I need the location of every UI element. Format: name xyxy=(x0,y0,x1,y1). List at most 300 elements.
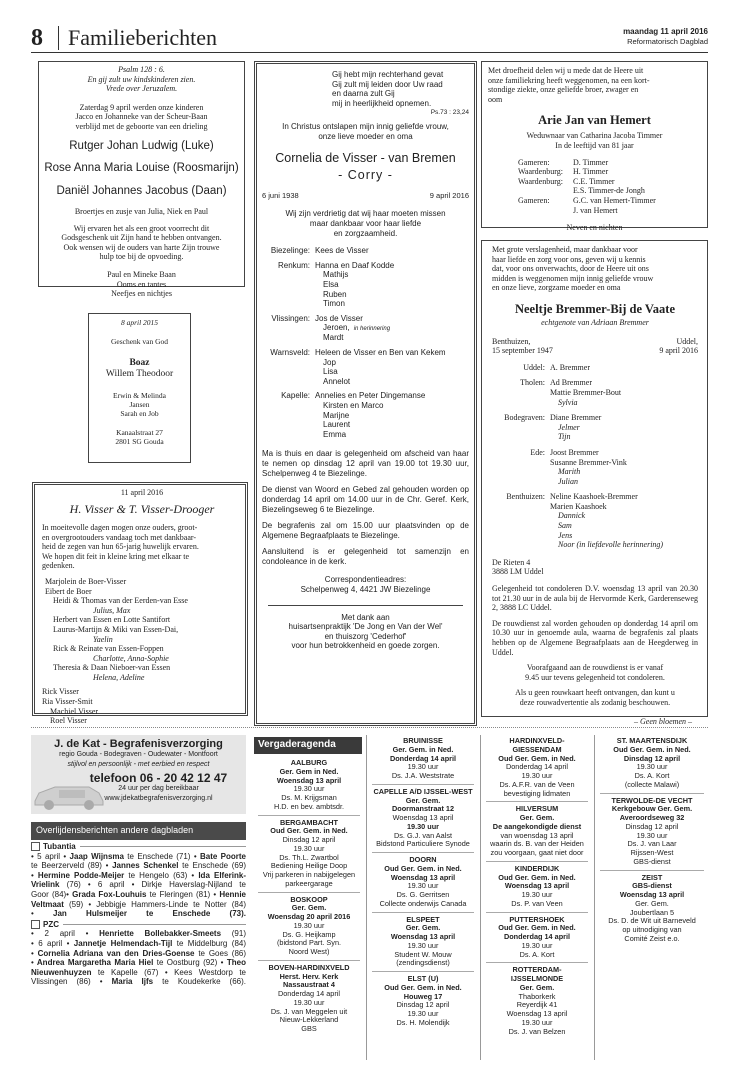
family-member: Mathijs xyxy=(323,270,349,280)
memorial-note: in herinnering xyxy=(353,326,391,333)
family-place xyxy=(518,186,573,196)
deceased-age: In de leeftijd van 81 jaar xyxy=(555,140,634,150)
family-place: Waardenburg: xyxy=(518,176,563,186)
family-member: Hanna en Daaf Kodde xyxy=(315,260,395,270)
agenda-line: Oud Ger. Gem. in Ned. xyxy=(270,826,348,836)
obituary-text: Goor (84)• xyxy=(31,889,69,899)
agenda-entry xyxy=(596,874,708,944)
person-name: Bate Poorte xyxy=(196,851,246,861)
other-papers-list xyxy=(31,842,246,987)
birth-place: Benthuizen, xyxy=(492,336,531,346)
family-member xyxy=(518,177,701,187)
family-place: Gameren: xyxy=(518,157,550,167)
family-member: Eibert de Boer xyxy=(45,586,92,596)
obituary-text: te Enschede (69) xyxy=(178,861,246,871)
agenda-line: Kerkgebouw Ger. Gem. xyxy=(611,804,693,814)
family-name: H. Timmer xyxy=(573,167,609,177)
family-member: Diane Bremmer xyxy=(550,413,602,423)
parents: Erwin & Melinda xyxy=(113,390,166,400)
person-name: Henriette Bollebakker-Smeets xyxy=(88,929,222,939)
agenda-line: Doormanstraat 12 xyxy=(391,804,455,814)
agenda-line: Woensdag 20 april 2016 xyxy=(267,912,351,921)
intro-line: haar liefde en zorg voor ons, geven wij u kennis xyxy=(492,254,646,264)
death-place: Uddel, xyxy=(676,336,698,346)
agenda-line: Ger. Gem. in Ned. xyxy=(392,744,454,754)
thanks-line: voor hun betrokkenheid en goede zorgen. xyxy=(291,641,440,651)
agenda-line: Herst. Herv. Kerk xyxy=(279,971,339,981)
intro-line: dat, voor ons onverwachts, door de Heere uit ons xyxy=(492,264,649,274)
agenda-line: Donderdag 14 april xyxy=(277,989,341,998)
agenda-line: Woensdag 13 april xyxy=(276,775,342,785)
family-place: Waardenburg: xyxy=(518,167,563,177)
family-member: Julius, Max xyxy=(93,605,131,615)
agenda-line: Ds. J. van Meggelen uit xyxy=(270,1006,348,1016)
obituary-text: • xyxy=(31,909,34,919)
baby-full-name: Willem Theodoor xyxy=(105,369,174,380)
anniversary-content xyxy=(42,488,242,726)
family-place xyxy=(518,206,573,216)
agenda-line: Oud Ger. Gem. in Ned. xyxy=(384,863,462,873)
grandchild: Jens xyxy=(558,530,573,540)
agenda-line: Bidstond Particuliere Synode xyxy=(376,839,470,849)
thanks-line: maar dankbaar voor haar liefde xyxy=(309,218,422,228)
agenda-place: TERWOLDE-DE VECHT xyxy=(611,795,693,805)
thanks-line: en zorgzaamheid. xyxy=(333,228,398,238)
pzc-label: PZC xyxy=(43,919,59,929)
family-member: Annelies en Peter Dingemanse xyxy=(315,391,426,401)
agenda-column xyxy=(254,759,364,1034)
agenda-line: Ds. Th.L. Zwartbol xyxy=(279,852,339,862)
undertaker-phone: telefoon 06 - 20 42 12 47 xyxy=(89,770,228,785)
obituary-text: te Notter (84) xyxy=(188,899,246,909)
agenda-separator xyxy=(486,962,588,963)
family-group xyxy=(262,261,469,309)
deceased-nickname: - Corry - xyxy=(338,168,393,183)
birth-triplets-content xyxy=(40,65,243,299)
agenda-place: HILVERSUM xyxy=(515,804,559,814)
service-info: De dienst van Woord en Gebed zal gehouden worden op donderdag 14 april om 14.00 uur in de Chr. Geref. Kerk, Biezelingseweg 6 te Biezelinge. xyxy=(262,485,469,515)
grandchild: Jelmer xyxy=(558,422,580,432)
other-papers-header: Overlijdensberichten andere dagbladen xyxy=(31,822,246,840)
agenda-line: Noord West) xyxy=(288,947,330,956)
family-place: Biezelinge: xyxy=(270,246,310,256)
anniversary-date: 11 april 2016 xyxy=(120,488,164,497)
family-list xyxy=(488,158,701,216)
family-place: Benthuizen: xyxy=(506,492,545,502)
family-member: Herbert van Essen en Lotte Santifort xyxy=(53,615,171,625)
agenda-line: IJSSELMONDE xyxy=(510,974,564,983)
agenda-line: Woensdag 13 april xyxy=(390,932,456,941)
agenda-line: Rijssen-West xyxy=(630,848,674,857)
agenda-column xyxy=(482,737,592,1036)
family-names xyxy=(550,378,621,407)
agenda-place: CAPELLE A/D IJSSEL-WEST xyxy=(373,786,473,796)
agenda-place: BOSKOOP xyxy=(290,894,328,904)
tubantia-entries xyxy=(31,852,246,919)
agenda-line: 19.30 uur xyxy=(521,1017,553,1027)
family-list xyxy=(492,363,698,550)
agenda-line: De aangekondigde dienst xyxy=(492,821,582,831)
family-member: A. Bremmer xyxy=(550,362,590,372)
agenda-line: waarin ds. B. van der Heiden xyxy=(490,839,584,849)
family-member: Mardt xyxy=(323,333,344,343)
person-name: Maria Ijfs xyxy=(102,977,154,987)
person-name: Veltmaat xyxy=(31,899,64,909)
announcement-line: Jacco en Johanneke van der Scheur-Baan xyxy=(75,112,208,122)
family-member: Rick & Reinate van Essen-Foppen xyxy=(53,644,164,654)
intro-line: en onze lieve, zorgzame moeder en oma xyxy=(492,283,621,293)
agenda-line: Woensdag 13 april xyxy=(392,813,454,822)
agenda-line: van woensdag 13 april xyxy=(500,830,574,840)
family-group xyxy=(262,246,469,256)
family-names xyxy=(550,363,590,373)
agenda-column xyxy=(596,737,708,944)
header-newspaper: Reformatorisch Dagblad xyxy=(627,37,708,46)
header-divider xyxy=(58,26,59,50)
obituary-text: te Enschede (71) • xyxy=(123,851,197,861)
anniversary-title: H. Visser & T. Visser-Drooger xyxy=(69,501,215,516)
condolence-info: Gelegenheid tot condoleren D.V. woensdag 13 april van 20.30 tot 21.30 uur in de aula bij de Hervormde Kerk, Garderenseweg 2, 3888 LC Uddel. xyxy=(492,584,698,613)
family-name: D. Timmer xyxy=(573,157,609,167)
baby-nickname: (Daan) xyxy=(191,185,227,198)
agenda-line: 19.30 uur xyxy=(293,843,325,853)
agenda-line: Ds. G.J. van Aalst xyxy=(394,830,452,840)
agenda-line: Donderdag 14 april xyxy=(503,932,571,941)
death-date: 9 april 2016 xyxy=(659,346,698,356)
family-names xyxy=(315,246,369,256)
family-names xyxy=(315,391,425,439)
agenda-line: 19.30 uur xyxy=(521,771,553,780)
agenda-line: Nassaustraat 4 xyxy=(283,980,335,990)
agenda-separator xyxy=(486,912,588,913)
person-name: Ida Elferink- xyxy=(194,870,246,880)
obituary-line xyxy=(31,968,246,978)
agenda-place: BRUINISSE xyxy=(403,736,443,745)
agenda-separator xyxy=(372,971,474,972)
intro-line: onze familiekring heeft weggenomen, na een kort- xyxy=(488,75,650,85)
agenda-line: Woensdag 13 april xyxy=(619,890,685,899)
agenda-line: Ger. Gem. xyxy=(635,898,669,908)
family-member: Charlotte, Anna-Sophie xyxy=(93,653,169,663)
signature: Neefjes en nichtjes xyxy=(111,289,172,299)
agenda-separator xyxy=(258,960,360,961)
obituary-text: • xyxy=(31,870,34,880)
obituary-text: te Goes (86) xyxy=(194,948,246,958)
psalm-ref: Ps.73 : 23,24 xyxy=(430,109,469,117)
body-line: In moeitevolle dagen mogen onze ouders, groot- xyxy=(42,522,198,532)
deceased-name: Arie Jan van Hemert xyxy=(538,113,651,128)
family-member: Yaelin xyxy=(93,634,113,644)
agenda-entry xyxy=(368,856,478,909)
family-place: Uddel: xyxy=(523,362,545,372)
grandchild: Noor (in liefdevolle herinnering) xyxy=(558,540,664,550)
deceased-sub: echtgenote van Adriaan Bremmer xyxy=(541,317,649,327)
obituary-line xyxy=(31,909,246,919)
obituary-line xyxy=(31,929,246,939)
family-member xyxy=(518,167,701,177)
thanks-line: Met dank aan xyxy=(341,612,390,622)
no-flowers: – Geen bloemen – xyxy=(634,716,692,726)
person-name: Jaap Wijnsma xyxy=(66,851,124,861)
baby-name: Boaz xyxy=(129,358,150,368)
deceased-name: Neeltje Bremmer-Bij de Vaate xyxy=(514,301,675,316)
family-member: Heidi & Thomas van der Eerden-van Esse xyxy=(53,596,188,606)
grandchild: Dannick xyxy=(558,511,586,521)
agenda-line: zou voorgaan, gaat niet door xyxy=(490,848,584,857)
obituary-text: Dirkje Haverslag-Nijland xyxy=(134,880,233,890)
agenda-place: HARDINXVELD- xyxy=(509,736,565,745)
family-place: Renkum: xyxy=(277,260,310,270)
vergaderagenda-header: Vergaderagenda xyxy=(254,737,362,754)
family-member: Laurent xyxy=(323,420,351,430)
family-names xyxy=(550,492,663,550)
family-member: Heleen de Visser en Ben van Kekem xyxy=(315,348,446,358)
condolence-info: Aansluitend is er gelegenheid tot samenzijn en condoleance in de kerk. xyxy=(262,547,469,567)
family-member: Roel Visser xyxy=(50,716,87,726)
agenda-separator xyxy=(258,815,360,816)
obituary-text: • 6 april • xyxy=(31,938,70,948)
agenda-place: DOORN xyxy=(409,855,437,864)
closing: Neven en nichten xyxy=(566,223,623,233)
agenda-separator xyxy=(372,852,474,853)
condolence-extra: Voorafgaand aan de rouwdienst is er vanaf xyxy=(526,663,664,673)
obituary-neeltje-content xyxy=(492,245,698,726)
family-list xyxy=(262,246,469,439)
body-line: hulp toe bij de opvoeding. xyxy=(99,252,184,262)
family-place: Tholen: xyxy=(520,378,545,388)
agenda-line: Oud Ger. Gem. in Ned. xyxy=(498,872,576,882)
thanks-line: huisartsenpraktijk 'De Jong en Van der Wel' xyxy=(288,622,443,632)
intro-line: onze lieve moeder en oma xyxy=(318,131,413,141)
family-group xyxy=(492,363,698,373)
family-list xyxy=(42,577,242,683)
agenda-line: Oud Ger. Gem. in Ned. xyxy=(498,923,576,933)
agenda-line: Ds. D. de Wit uit Barneveld xyxy=(608,916,696,926)
agenda-line: Ds. P. van Veen xyxy=(511,898,563,908)
deceased-name: Cornelia de Visser - van Bremen xyxy=(275,151,456,166)
body-line: gedenken. xyxy=(42,561,75,571)
baby-name: Rose Anna Maria Louise xyxy=(44,162,170,175)
obituary-line xyxy=(31,871,246,881)
undertaker-hours: 24 uur per dag bereikbaar xyxy=(118,785,199,793)
obituary-line xyxy=(31,958,246,968)
family-member: Jos de Visser xyxy=(315,313,363,323)
agenda-line: Vrij parkeren in nabijgelegen xyxy=(262,870,356,879)
psalm-line: en daarna zult Gij xyxy=(332,89,395,99)
agenda-line: Collecte onderwijs Canada xyxy=(379,898,467,908)
obituary-text: te xyxy=(232,967,246,977)
agenda-line: Comité Zeist e.o. xyxy=(624,933,680,943)
agenda-entry xyxy=(482,865,592,909)
obituary-arie-content xyxy=(488,66,701,233)
family-group xyxy=(492,413,698,442)
grandchild: Marith xyxy=(558,467,581,477)
agenda-line: 19.30 uur xyxy=(407,762,439,772)
family-place: Ede: xyxy=(530,447,545,457)
agenda-line: 19.30 uur xyxy=(293,997,325,1007)
agenda-line: Woensdag 13 april xyxy=(504,881,570,891)
family-member: Susanne Bremmer-Vink xyxy=(550,457,627,467)
person-name: Vrielink xyxy=(31,880,60,890)
agenda-line: (bidstond Part. Syn. xyxy=(276,938,342,948)
agenda-line: Nieuw-Lekkerland xyxy=(279,1015,339,1025)
family-member: Ria Visser-Smit xyxy=(42,697,93,707)
birth-date: 15 september 1947 xyxy=(492,346,553,356)
agenda-line: Joubertlaan 5 xyxy=(629,907,675,917)
agenda-separator xyxy=(600,870,704,871)
psalm-ref: Psalm 128 : 6. xyxy=(118,65,165,74)
burial-info: De begrafenis zal om 15.00 uur plaatsvinden op de Algemene Begraafplaats te Biezelinge. xyxy=(262,521,469,541)
agenda-line: Woensdag 13 april xyxy=(390,872,456,882)
agenda-separator xyxy=(372,912,474,913)
family-name: C.E. Timmer xyxy=(573,176,615,186)
family-member: Machiel Visser xyxy=(50,706,99,716)
siblings: Broertjes en zusje van Julia, Niek en Paul xyxy=(74,206,209,216)
condolence-extra: 9.45 uur tevens gelegenheid tot condoleren. xyxy=(525,672,665,682)
family-member: Marien Kaashoek xyxy=(550,501,607,511)
agenda-line: (collecte Malawi) xyxy=(624,779,680,789)
intro-line: midden is weggenomen mijn innig geliefde vrouw xyxy=(492,273,654,283)
viewing-info: Ma is thuis en daar is gelegenheid om afscheid van haar te nemen op dinsdag 12 april van 19.00 tot 19.30 uur, Schelpenweg 4 te Biezelinge. xyxy=(262,449,469,479)
psalm-line: Gij hebt mijn rechterhand gevat xyxy=(332,70,444,79)
agenda-place: ST. MAARTENSDIJK xyxy=(616,736,688,745)
agenda-line: Dinsdag 12 april xyxy=(625,821,679,831)
family-name: G.C. van Hemert-Timmer xyxy=(573,195,656,205)
agenda-line: 19.30 uur xyxy=(521,940,553,950)
agenda-separator xyxy=(600,793,704,794)
address: De Rieten 4 xyxy=(492,557,531,567)
agenda-entry xyxy=(254,819,364,889)
correspondence-address: Schelpenweg 4, 4421 JW Biezelinge xyxy=(300,585,431,595)
family-member: Jop xyxy=(323,357,336,367)
family-names xyxy=(550,413,601,442)
header-date: maandag 11 april 2016 xyxy=(623,27,708,36)
obituary-line xyxy=(31,949,246,959)
intro-line: oom xyxy=(488,94,503,104)
agenda-line: Ds. J. van Belzen xyxy=(508,1026,566,1036)
family-member: Ad Bremmer xyxy=(550,378,592,388)
agenda-line: Ds. M. Krijgsman xyxy=(281,793,337,802)
agenda-place: BOVEN-HARDINXVELD xyxy=(268,962,350,972)
agenda-separator xyxy=(486,801,588,802)
agenda-line: Donderdag 14 april xyxy=(389,753,457,763)
obituary-text: te Kapelle (67) • xyxy=(91,967,168,977)
agenda-place: ELST (U) xyxy=(407,974,439,983)
person-name: Jannetje Helmendach-Tijl xyxy=(69,938,173,948)
agenda-line: 19.30 uur xyxy=(407,940,439,950)
obituary-text: (76) • 6 april • xyxy=(59,880,135,890)
agenda-line: Ds. J. van Laar xyxy=(627,839,677,849)
agenda-place: ELSPEET xyxy=(406,914,440,924)
family-member: Emma xyxy=(323,429,347,439)
family-place: Gameren: xyxy=(518,195,550,205)
agenda-entry xyxy=(368,737,478,781)
agenda-line: Ger. Gem in Ned. xyxy=(279,766,339,776)
thanks-line: en thuiszorg 'Cederhof' xyxy=(324,631,407,641)
notice-line: deze rouwadvertentie als zodanig beschouwen. xyxy=(519,697,671,707)
header-rule xyxy=(31,52,708,53)
obituary-text: • xyxy=(31,948,34,958)
agenda-line: Oud Ger. Gem. in Ned. xyxy=(613,744,691,754)
siblings: Sarah en Job xyxy=(120,408,159,418)
agenda-separator xyxy=(486,861,588,862)
column-rule xyxy=(480,735,481,1060)
address: 2801 SG Gouda xyxy=(115,436,164,446)
family-member: Elsa xyxy=(323,279,339,289)
family-member xyxy=(518,158,701,168)
agenda-place: ROTTERDAM- xyxy=(512,965,562,975)
obituary-text: • xyxy=(31,958,34,968)
page-number: 8 xyxy=(31,25,43,51)
notice-line: Als u geen rouwkaart heeft ontvangen, dan kunt u xyxy=(515,688,675,698)
agenda-line: Dinsdag 12 april xyxy=(282,835,336,844)
obituary-text: te Fleringen (81) • xyxy=(146,889,217,899)
intro-line: Met grote verslagenheid, maar dankbaar voor xyxy=(492,245,638,254)
agenda-line: Houweg 17 xyxy=(403,991,443,1001)
family-names xyxy=(315,348,446,386)
obituary-text: te Beerzerveld (89) • xyxy=(31,861,109,871)
agenda-line: 19.30 uur xyxy=(293,784,325,794)
agenda-line: Dinsdag 12 april xyxy=(396,1000,450,1010)
address: Kanaalstraat 27 xyxy=(116,427,163,437)
agenda-line: Donderdag 14 april xyxy=(505,762,569,772)
family-member xyxy=(518,206,701,216)
agenda-place: BERGAMBACHT xyxy=(280,817,338,827)
grandchild: Sam xyxy=(558,521,572,531)
agenda-line: Bediening Heilige Doop xyxy=(270,861,348,871)
agenda-line: GBS-dienst xyxy=(632,881,672,891)
obituary-line xyxy=(31,880,246,890)
section-divider xyxy=(31,727,708,728)
family-place: Kapelle: xyxy=(281,391,310,401)
agenda-line: 19.30 uur xyxy=(407,881,439,891)
obituary-cornelia-content xyxy=(262,70,469,651)
agenda-place: KINDERDIJK xyxy=(514,863,560,873)
grandchild: Sylvia xyxy=(558,397,578,407)
person-name: Grada Fox-Louhuis xyxy=(68,889,147,899)
obituary-line xyxy=(31,977,246,987)
agenda-line: Ger. Gem. xyxy=(519,813,555,822)
agenda-line: Ger. Gem. xyxy=(405,795,441,805)
agenda-entry xyxy=(368,916,478,969)
family-member xyxy=(518,196,701,206)
thanks-line: Wij zijn verdrietig dat wij haar moeten missen xyxy=(285,209,446,219)
family-member: Helena, Adeline xyxy=(93,672,145,682)
agenda-line: 19.30 uur xyxy=(521,890,553,899)
service-info: De rouwdienst zal worden gehouden op donderdag 14 april om 10.30 uur in genoemde aula, waarna de begrafenis zal plaats hebben op de Algemene Begraafplaats aan de Heegderweg in Uddel. xyxy=(492,618,698,657)
agenda-line: Woensdag 13 april xyxy=(506,1009,568,1018)
agenda-place: ZEIST xyxy=(641,872,663,882)
person-name: Cornelia Adriana van den Dries-Goense xyxy=(33,948,195,958)
family-member: Annelot xyxy=(323,376,351,386)
psalm-line: En gij zult uw kindskinderen zien. xyxy=(87,74,196,84)
undertaker-website[interactable]: www.jdekatbegrafenisverzorging.nl xyxy=(104,794,213,802)
agenda-entry xyxy=(596,797,708,867)
family-names xyxy=(550,448,627,486)
announcement-line: verblijd met de geboorte van een drieling xyxy=(75,121,208,131)
agenda-line: Dinsdag 12 april xyxy=(623,753,681,763)
agenda-entry xyxy=(482,737,592,798)
agenda-separator xyxy=(372,784,474,785)
obituary-text: te Middelburg (84) xyxy=(172,938,246,948)
obituary-text: te Koudekerke (66). xyxy=(153,977,246,987)
baby-nickname: (Roosmarijn) xyxy=(172,162,239,175)
obituary-text: • 2 april • xyxy=(31,929,89,939)
agenda-entry xyxy=(596,737,708,790)
family-member: Theresia & Daan Nieboer-van Essen xyxy=(53,663,171,673)
birth-date: 8 april 2015 xyxy=(120,318,159,327)
obituary-line xyxy=(31,861,246,871)
